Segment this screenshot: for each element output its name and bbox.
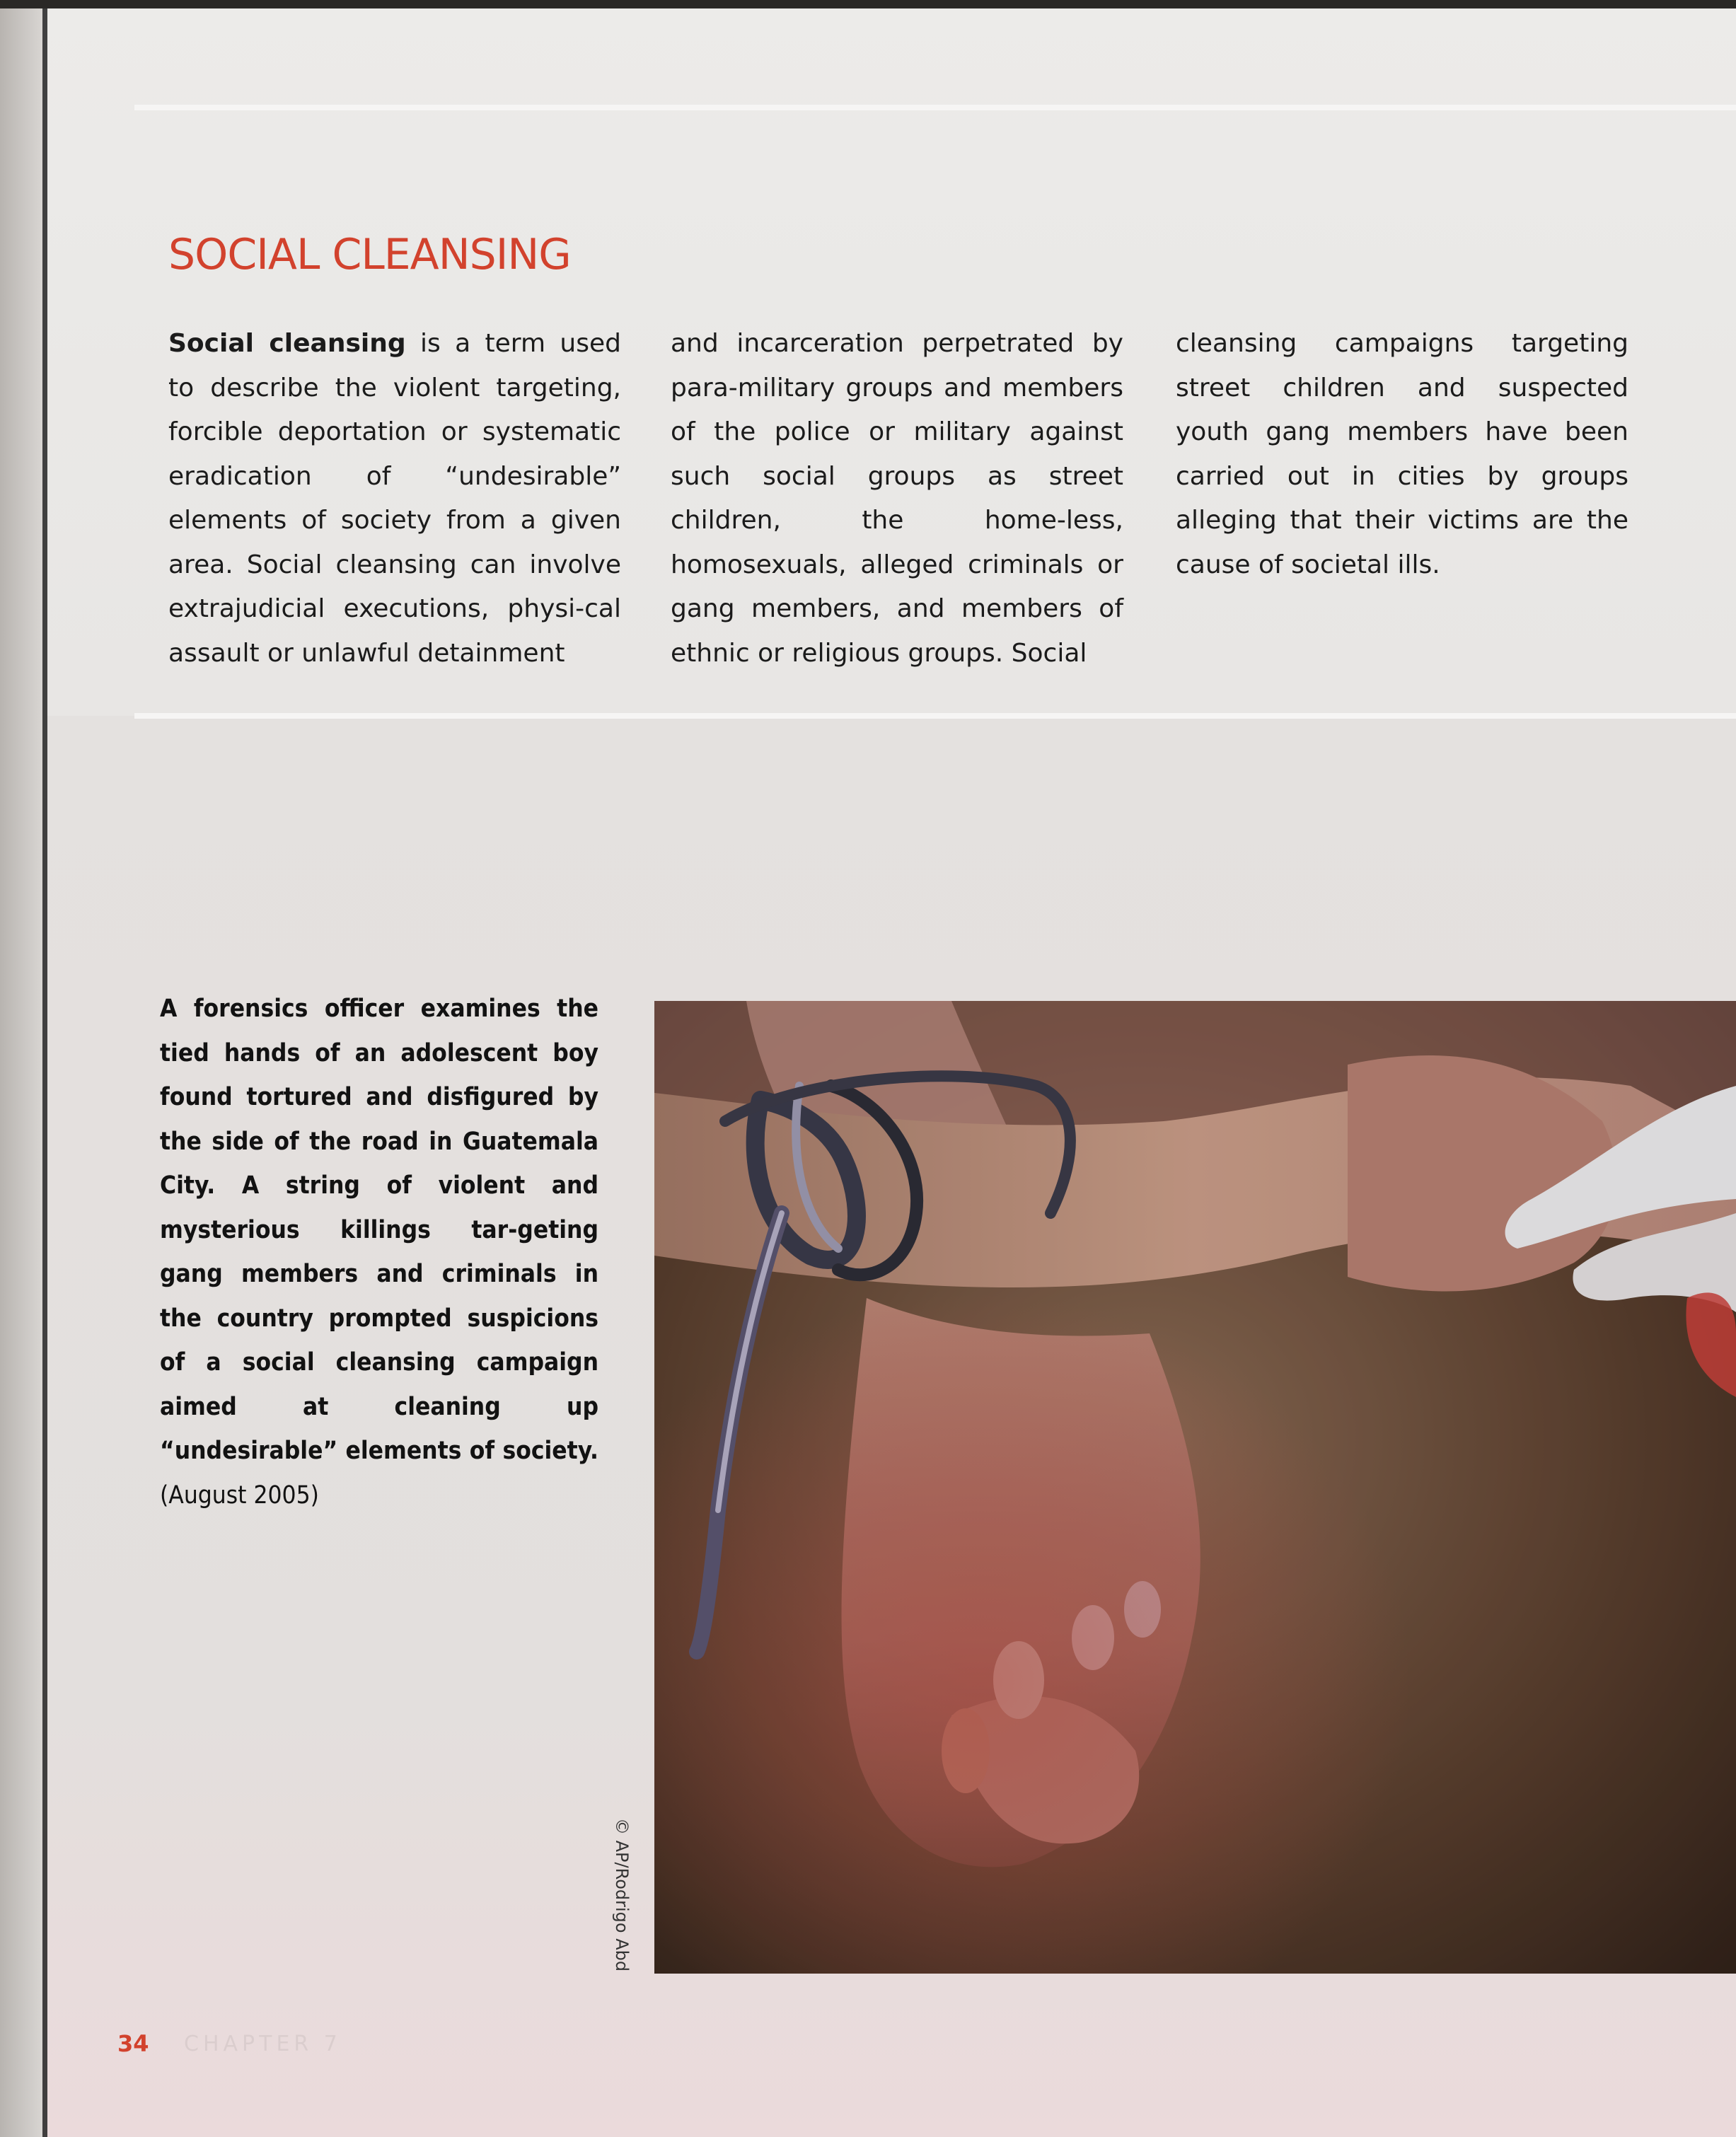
section-rule	[134, 713, 1736, 719]
binding-edge	[42, 0, 47, 2137]
bleed-through-footer: CHAPTER 7	[184, 2032, 342, 2056]
body-column-3: cleansing campaigns targeting street children and suspected youth gang members have been carried out in cities by groups alleging that their victims are the cause of societal ills.	[1176, 329, 1628, 579]
photo-credit	[605, 1818, 640, 2002]
body-column-2: and incarceration perpetrated by para-military groups and members of the police or military against such social groups as street children, the home-less, homosexuals, alleged criminals or gang members, and members of ethnic or religious groups. Social	[671, 329, 1123, 668]
body-column-1	[168, 322, 621, 676]
photo-illustration	[654, 1001, 1736, 1974]
section-heading: SOCIAL CLEANSING	[168, 230, 571, 280]
photograph-tied-hands	[654, 1001, 1736, 1974]
photo-credit-text: © AP/Rodrigo Abd	[612, 1818, 632, 1972]
top-rule	[134, 105, 1736, 110]
page-number: 34	[117, 2030, 149, 2057]
body-column-1-text: is a term used to describe the violent targeting, forcible deportation or systematic eradication of “undesirable” elements of society from a given area. Social cleansing can involve extrajudicial executions, physi-cal assault or unlawful detainment	[168, 329, 621, 668]
photo-caption	[160, 987, 598, 1517]
caption-text: A forensics officer examines the tied hands of an adolescent boy found tortured and disfigured by the side of the road in Guatemala City. A string of violent and mysterious killings tar-geting gang members and criminals in the country prompted suspicions of a social cleansing campaign aimed at cleaning up “undesirable” elements of society.	[160, 995, 598, 1465]
caption-date: (August 2005)	[160, 1481, 319, 1510]
page-gutter	[0, 0, 42, 2137]
top-edge	[0, 0, 1736, 8]
lead-term: Social cleansing	[168, 329, 406, 358]
